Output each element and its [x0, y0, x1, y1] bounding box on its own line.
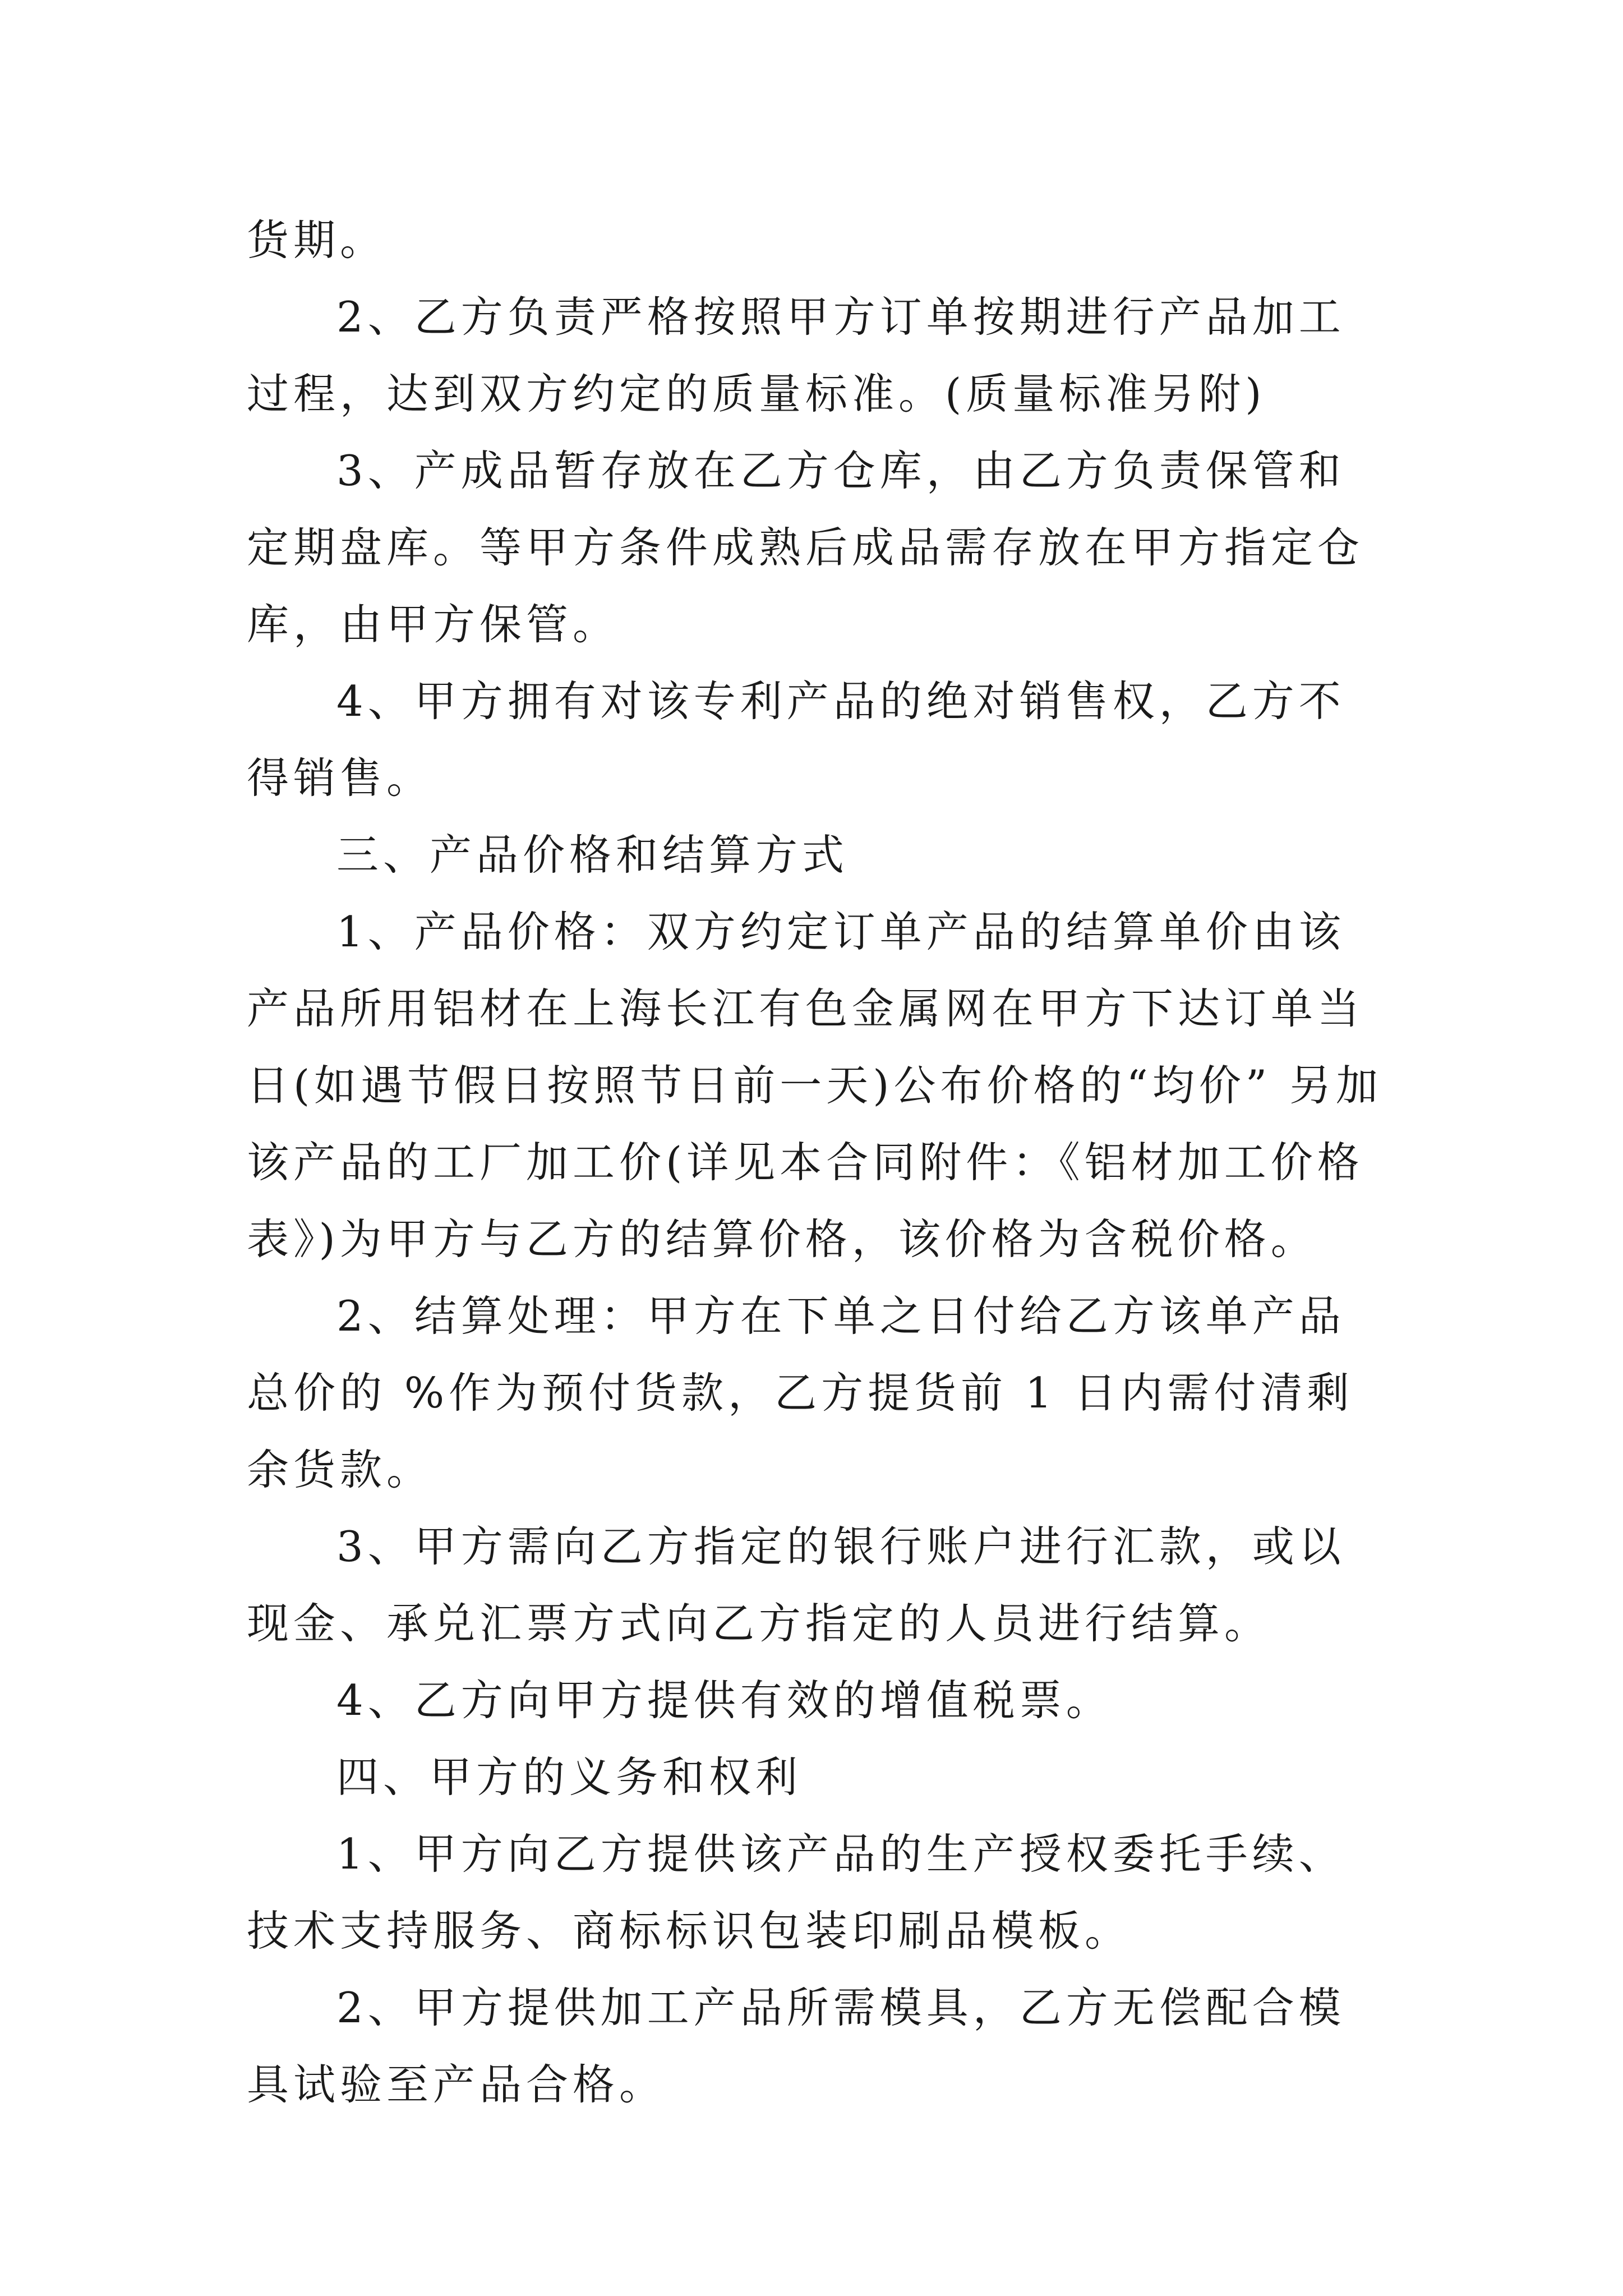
- paragraph-clause-3-3: 3、甲方需向乙方指定的银行账户进行汇款，或以现金、承兑汇票方式向乙方指定的人员进行结算。: [247, 1522, 1345, 1648]
- paragraph-continuation: 货期。: [247, 215, 387, 265]
- paragraph-clause-3-4: 4、乙方向甲方提供有效的增值税票。: [336, 1676, 1113, 1725]
- document-body: [247, 202, 1391, 2123]
- paragraph-clause-2-4: 4、甲方拥有对该专利产品的绝对销售权，乙方不得销售。: [247, 677, 1345, 803]
- paragraph-clause-3-2: 2、结算处理：甲方在下单之日付给乙方该单产品总价的 %作为预付货款，乙方提货前 1 日内需付清剩余货款。: [247, 1291, 1354, 1494]
- paragraph-clause-3-1: 1、产品价格：双方约定订单产品的结算单价由该产品所用铝材在上海长江有色金属网在甲方下达订单当日(如遇节假日按照节日前一天)公布价格的“均价” 另加该产品的工厂加工价(详见本合同附件：《铝材加工价格表》)为甲方与乙方的结算价格，该价格为含税价格。: [247, 907, 1383, 1264]
- paragraph-clause-2-2: 2、乙方负责严格按照甲方订单按期进行产品加工过程，达到双方约定的质量标准。(质量标准另附): [247, 292, 1345, 418]
- paragraph-clause-2-3: 3、产成品暂存放在乙方仓库，由乙方负责保管和定期盘库。等甲方条件成熟后成品需存放在甲方指定仓库，由甲方保管。: [247, 446, 1364, 649]
- section-heading-4: 四、甲方的义务和权利: [336, 1752, 803, 1802]
- paragraph-clause-4-2: 2、甲方提供加工产品所需模具，乙方无偿配合模具试验至产品合格。: [247, 1983, 1345, 2109]
- paragraph-clause-4-1: 1、甲方向乙方提供该产品的生产授权委托手续、技术支持服务、商标标识包装印刷品模板。: [247, 1829, 1345, 1955]
- section-heading-3: 三、产品价格和结算方式: [336, 830, 849, 880]
